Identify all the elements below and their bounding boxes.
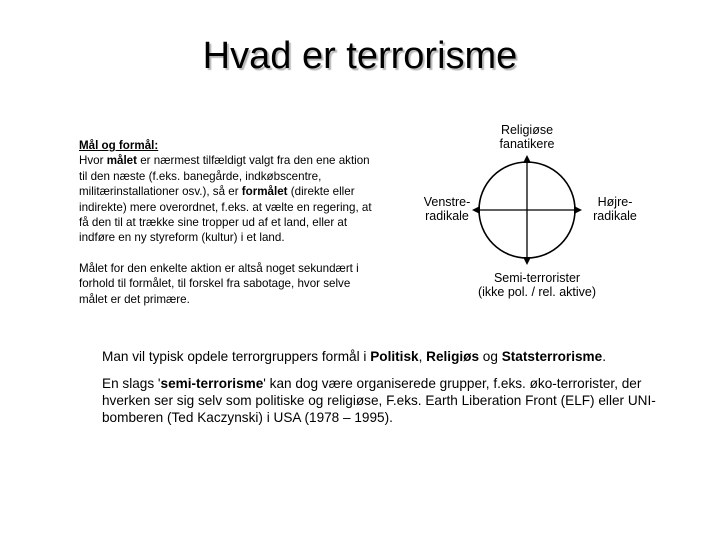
- term-statsterrorisme: Statsterrorisme: [501, 349, 603, 364]
- term-semi-terrorisme: semi-terrorisme: [160, 376, 264, 391]
- purpose-paragraph: Hvor målet er nærmest tilfældigt valgt fra den ene aktion til den næste (f.eks. banegårde, indkøbscentre, militærinstallationer osv.), så er formålet (direkte eller indirekte) mere overordnet, f.eks. at vælte en regering, at få den til at trække sine tropper ud af et land, eller at indføre en ny styreform (kultur) i et land.: [79, 154, 372, 245]
- label-right-radicals: Højre- radikale: [593, 195, 637, 223]
- typology-section: [102, 348, 662, 426]
- term-formaalet: formålet: [241, 185, 288, 199]
- label-semi-terrorists: Semi-terrorister (ikke pol. / rel. aktive): [477, 271, 597, 299]
- term-politisk: Politisk: [370, 349, 419, 364]
- label-left-radicals: Venstre- radikale: [423, 195, 471, 223]
- goal-purpose-section: [79, 138, 379, 307]
- slide-title: Hvad er terrorisme: [202, 35, 518, 77]
- term-maalet: målet: [106, 154, 137, 168]
- label-religious-fanatics: Religiøse fanatikere: [499, 123, 555, 151]
- sabotage-paragraph: Målet for den enkelte aktion er altså noget sekundært i forhold til formålet, til forskel fra sabotage, hvor selve målet er det primære.: [79, 261, 359, 306]
- term-religioes: Religiøs: [426, 349, 480, 364]
- typology-paragraph: Man vil typisk opdele terrorgruppers formål i Politisk, Religiøs og Statsterrorisme.: [102, 349, 606, 364]
- ideology-diagram: [400, 115, 690, 305]
- semi-terrorism-paragraph: En slags 'semi-terrorisme' kan dog være organiserede grupper, f.eks. øko-terrorister, der hverken ser sig selv som politiske og religiøse, F.eks. Earth Liberation Front (ELF) eller UNI-bomberen (Ted Kaczynski) i USA (1978 – 1995).: [102, 376, 656, 425]
- section-heading: Mål og formål:: [79, 139, 159, 152]
